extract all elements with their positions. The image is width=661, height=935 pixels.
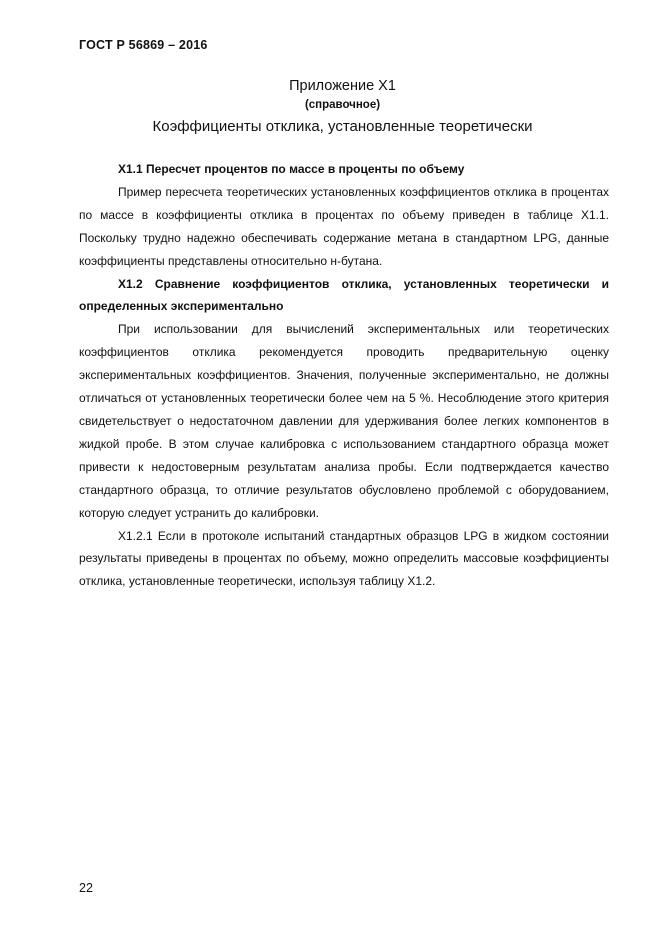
- section-heading-x1-1: Х1.1 Пересчет процентов по массе в проценты по объему: [118, 162, 465, 176]
- document-body: [79, 158, 609, 593]
- page-number: 22: [79, 881, 93, 895]
- document-header: ГОСТ Р 56869 – 2016: [79, 38, 208, 52]
- annex-type: (справочное): [304, 99, 381, 111]
- annex-name: Коэффициенты отклика, установленные теоретически: [152, 118, 533, 135]
- paragraph: При использовании для вычислений экспериментальных или теоретических коэффициентов отклика рекомендуется проводить предварительную оценку экспериментальных коэффициентов. Значения, полученные экспериментально, не должны отличаться от установленных теоретически более чем на 5 %. Несоблюдение этого критерия свидетельствует о недостаточном давлении для удерживания более легких компонентов в жидкой пробе. В этом случае калибровка с использованием стандартного образца может привести к недостоверным результатам анализа пробы. Если подтверждается качество стандартного образца, то отличие результатов обусловлено проблемой с оборудованием, которую следует устранить до калибровки.: [79, 322, 609, 520]
- paragraph: Пример пересчета теоретических установленных коэффициентов отклика в процентах по массе в коэффициенты отклика в процентах по объему приведен в таблице Х1.1. Поскольку трудно надежно обеспечивать содержание метана в стандартном LPG, данные коэффициенты представлены относительно н-бутана.: [79, 184, 609, 268]
- section-heading-x1-2: Х1.2 Сравнение коэффициентов отклика, установленных теоретически и определенных экспериментально: [79, 276, 609, 314]
- annex-title: Приложение Х1: [289, 78, 396, 94]
- paragraph: Х1.2.1 Если в протоколе испытаний стандартных образцов LPG в жидком состоянии результаты приведены в процентах по объему, можно определить массовые коэффициенты отклика, установленные теоретически, используя таблицу Х1.2.: [79, 528, 609, 589]
